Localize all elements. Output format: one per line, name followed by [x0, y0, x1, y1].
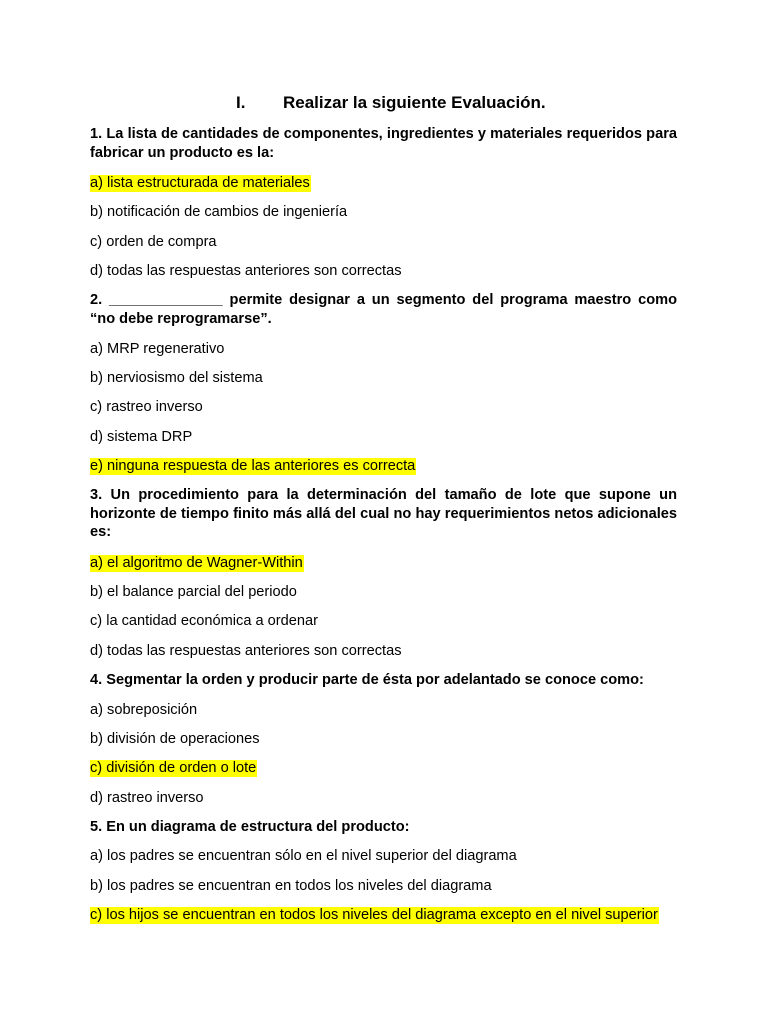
- answer-highlight: c) división de orden o lote: [90, 760, 257, 776]
- question-5-prompt: 5. En un diagrama de estructura del producto:: [90, 819, 410, 835]
- answer-highlight: a) el algoritmo de Wagner-Within: [90, 555, 303, 571]
- question-2-option-d: d) sistema DRP: [90, 429, 193, 445]
- question-3-option-a: [90, 554, 304, 572]
- answer-highlight: c) los hijos se encuentran en todos los niveles del diagrama excepto en el nivel superior: [90, 907, 658, 923]
- question-2-option-a: a) MRP regenerativo: [90, 341, 225, 357]
- question-2-option-b: b) nerviosismo del sistema: [90, 370, 263, 386]
- question-2-option-c: c) rastreo inverso: [90, 399, 203, 415]
- question-5-option-a: a) los padres se encuentran sólo en el nivel superior del diagrama: [90, 848, 517, 864]
- question-1-option-a: [90, 174, 311, 192]
- question-4-option-b: b) división de operaciones: [90, 731, 260, 747]
- question-3-prompt: 3. Un procedimiento para la determinación del tamaño de lote que supone un horizonte de tiempo finito más allá del cual no hay requerimientos netos adicionales es:: [90, 487, 677, 540]
- question-4-option-a: a) sobreposición: [90, 702, 198, 718]
- question-4-option-c: [90, 759, 257, 777]
- question-3-option-c: c) la cantidad económica a ordenar: [90, 613, 318, 629]
- question-2-prompt: 2. ______________ permite designar a un segmento del programa maestro como “no debe reprogramarse”.: [90, 292, 677, 327]
- question-1-option-c: c) orden de compra: [90, 234, 217, 250]
- answer-highlight: e) ninguna respuesta de las anteriores es correcta: [90, 458, 416, 474]
- question-1-option-b: b) notificación de cambios de ingeniería: [90, 204, 348, 220]
- question-3-option-d: d) todas las respuestas anteriores son correctas: [90, 643, 402, 659]
- question-4-option-d: d) rastreo inverso: [90, 790, 204, 806]
- question-1-prompt: 1. La lista de cantidades de componentes, ingredientes y materiales requeridos para fabricar un producto es la:: [90, 126, 677, 161]
- question-5-option-c: [90, 906, 659, 924]
- question-4-prompt: 4. Segmentar la orden y producir parte de ésta por adelantado se conoce como:: [90, 672, 644, 688]
- answer-highlight: a) lista estructurada de materiales: [90, 175, 310, 191]
- question-5-option-b: b) los padres se encuentran en todos los niveles del diagrama: [90, 878, 492, 894]
- question-1-option-d: d) todas las respuestas anteriores son correctas: [90, 263, 402, 279]
- section-number: I.: [236, 93, 246, 112]
- question-3-option-b: b) el balance parcial del periodo: [90, 584, 297, 600]
- section-title: Realizar la siguiente Evaluación.: [283, 93, 546, 112]
- question-2-option-e: [90, 457, 416, 475]
